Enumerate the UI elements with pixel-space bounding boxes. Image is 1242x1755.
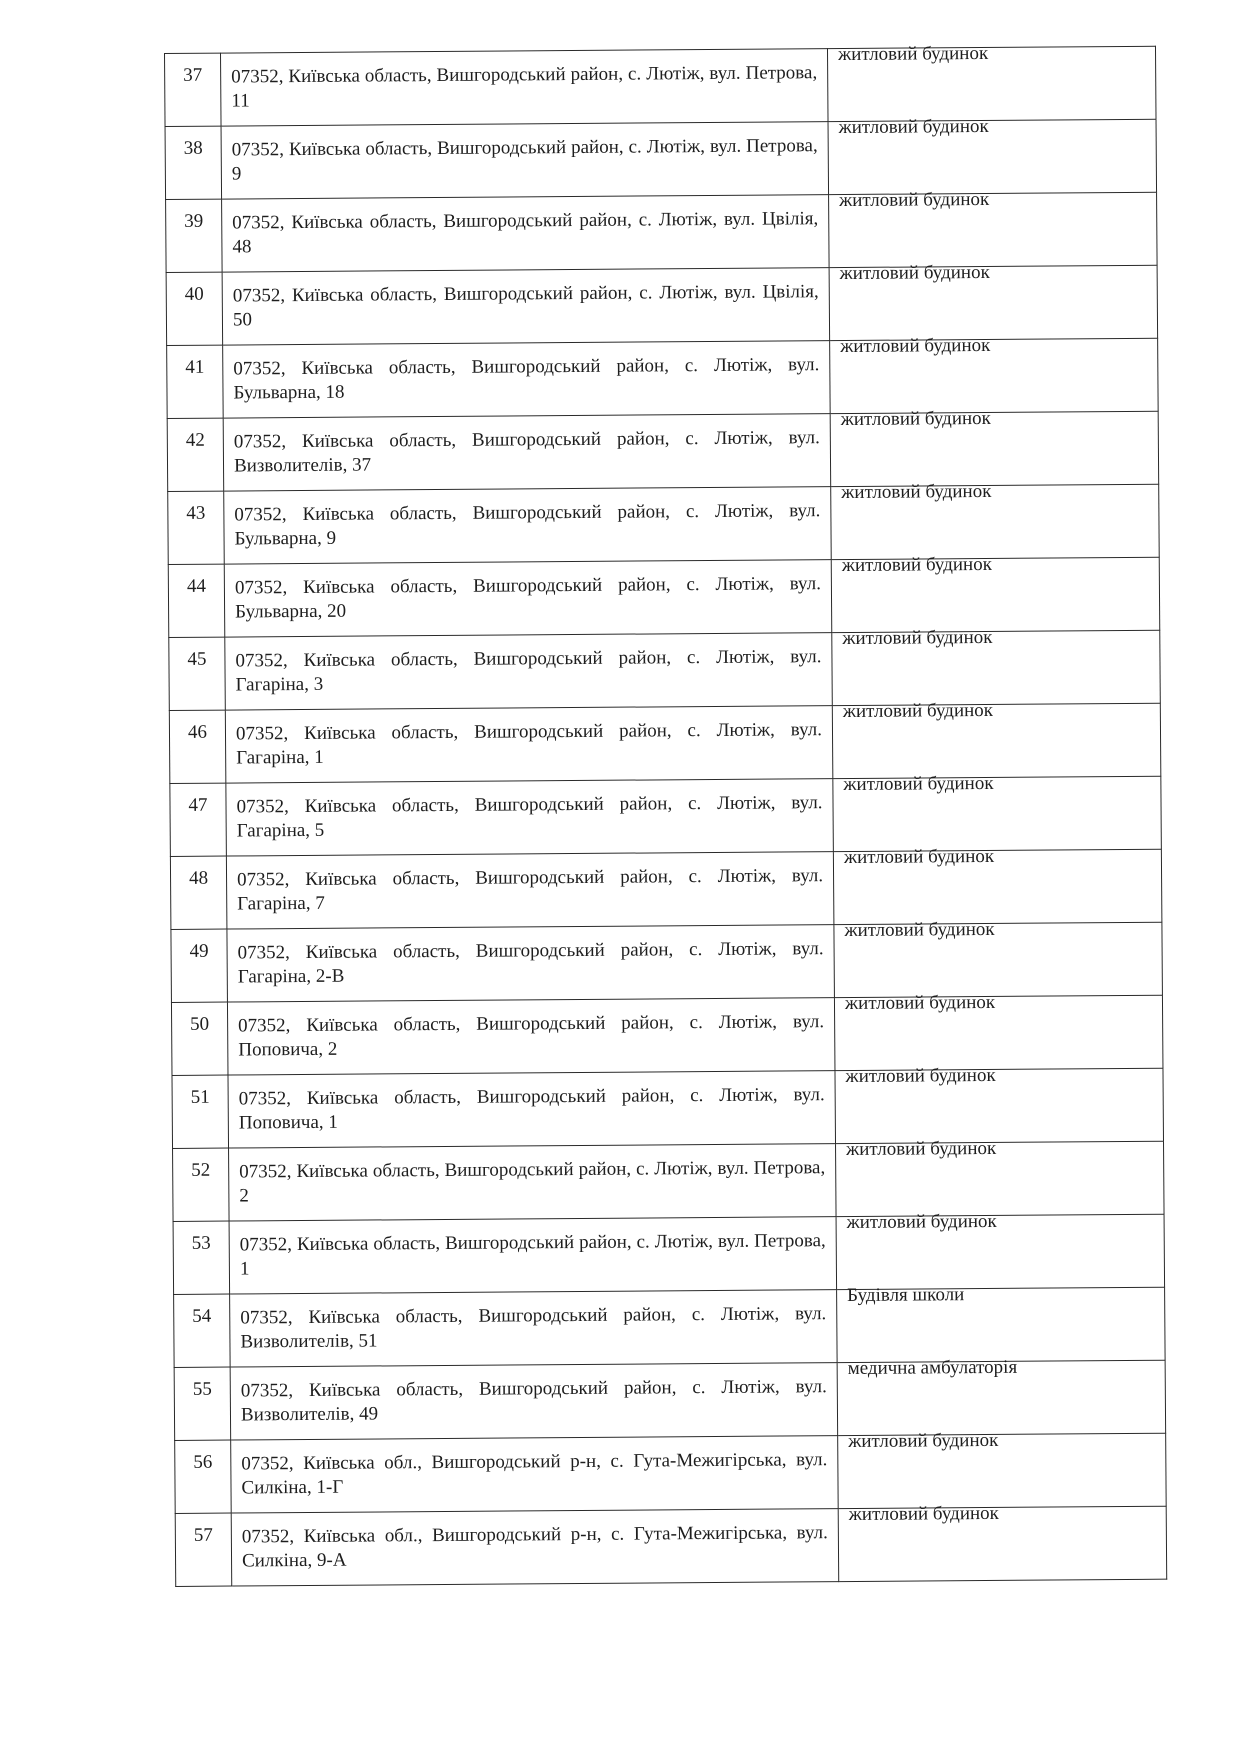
address-cell: 07352, Київська область, Вишгородський район, с. Лютіж, вул. Цвілія, 50: [222, 268, 830, 345]
building-type-cell: [834, 991, 1163, 1070]
building-type-cell: [838, 1502, 1167, 1581]
building-type-text: житловий будинок: [839, 188, 990, 212]
address-cell: 07352, Київська область, Вишгородський район, с. Лютіж, вул. Петрова, 2: [229, 1144, 837, 1221]
address-cell: 07352, Київська обл., Вишгородський р-н, с. Гута-Межигірська, вул. Силкіна, 1-Г: [231, 1436, 839, 1513]
row-number-cell: 46: [169, 710, 226, 783]
row-number-cell: 56: [175, 1440, 232, 1513]
row-number-cell: 43: [168, 491, 225, 564]
building-type-cell: [830, 407, 1159, 486]
building-type-cell: [836, 1210, 1165, 1289]
building-type-text: житловий будинок: [844, 991, 996, 1015]
row-number-cell: 55: [174, 1367, 231, 1440]
row-number-cell: 40: [166, 272, 223, 345]
building-type-cell: [836, 1137, 1165, 1216]
row-number-cell: 51: [172, 1075, 229, 1148]
address-cell: 07352, Київська область, Вишгородський район, с. Лютіж, вул. Петрова, 11: [221, 49, 829, 126]
row-number-cell: 52: [173, 1148, 230, 1221]
building-type-cell: [838, 1429, 1167, 1508]
address-cell: 07352, Київська область, Вишгородський район, с. Лютіж, вул. Петрова, 1: [229, 1217, 837, 1294]
building-type-text: житловий будинок: [845, 1064, 996, 1088]
building-type-cell: [835, 1064, 1164, 1143]
row-number-cell: 44: [168, 564, 225, 637]
address-cell: 07352, Київська область, Вишгородський район, с. Лютіж, вул. Цвілія, 48: [222, 195, 830, 272]
building-type-cell: [831, 480, 1160, 559]
building-type-cell: [831, 553, 1160, 632]
buildings-table: [164, 42, 1167, 1587]
row-number-cell: 53: [173, 1221, 230, 1294]
building-type-text: житловий будинок: [840, 334, 991, 358]
row-number-cell: 39: [166, 199, 223, 272]
address-cell: 07352, Київська область, Вишгородський район, с. Лютіж, вул. Визволителів, 49: [230, 1363, 838, 1440]
address-cell: 07352, Київська область, Вишгородський район, с. Лютіж, вул. Гагаріна, 2-В: [227, 925, 835, 1002]
row-number-cell: 47: [170, 783, 227, 856]
address-cell: 07352, Київська область, Вишгородський район, с. Лютіж, вул. Поповича, 1: [228, 1071, 836, 1148]
building-type-text: житловий будинок: [843, 772, 994, 796]
building-type-cell: [837, 1356, 1166, 1435]
address-cell: 07352, Київська область, Вишгородський район, с. Лютіж, вул. Гагаріна, 3: [225, 633, 833, 710]
address-cell: 07352, Київська область, Вишгородський район, с. Лютіж, вул. Гагаріна, 1: [225, 706, 833, 783]
address-cell: 07352, Київська область, Вишгородський район, с. Лютіж, вул. Поповича, 2: [227, 998, 835, 1075]
building-type-text: житловий будинок: [842, 699, 994, 723]
address-cell: 07352, Київська обл., Вишгородський р-н, с. Гута-Межигірська, вул. Силкіна, 9-А: [231, 1509, 839, 1586]
building-type-text: Будівля школи: [847, 1284, 965, 1307]
row-number-cell: 50: [171, 1002, 228, 1075]
address-cell: 07352, Київська область, Вишгородський район, с. Лютіж, вул. Гагаріна, 7: [226, 852, 834, 929]
row-number-cell: 42: [167, 418, 224, 491]
building-type-text: житловий будинок: [842, 626, 993, 650]
building-type-cell: [829, 261, 1158, 340]
row-number-cell: 37: [165, 53, 222, 126]
row-number-cell: 48: [170, 856, 227, 929]
address-cell: 07352, Київська область, Вишгородський район, с. Лютіж, вул. Визволителів, 51: [230, 1290, 838, 1367]
address-cell: 07352, Київська область, Вишгородський район, с. Лютіж, вул. Гагаріна, 5: [226, 779, 834, 856]
building-type-cell: [834, 918, 1163, 997]
building-type-text: житловий будинок: [839, 261, 990, 285]
building-type-text: житловий будинок: [846, 1210, 997, 1234]
address-cell: 07352, Київська область, Вишгородський район, с. Лютіж, вул. Бульварна, 9: [224, 487, 832, 564]
building-type-text: житловий будинок: [837, 42, 989, 66]
building-type-text: житловий будинок: [845, 1137, 997, 1161]
building-type-text: житловий будинок: [848, 1502, 999, 1526]
building-type-text: житловий будинок: [838, 115, 989, 139]
table-row: [175, 1506, 1167, 1586]
building-type-cell: [833, 772, 1162, 851]
row-number-cell: 54: [174, 1294, 231, 1367]
row-number-cell: 41: [167, 345, 224, 418]
address-cell: 07352, Київська область, Вишгородський район, с. Лютіж, вул. Бульварна, 18: [223, 341, 831, 418]
address-cell: 07352, Київська область, Вишгородський район, с. Лютіж, вул. Визволителів, 37: [223, 414, 831, 491]
building-type-cell: [837, 1284, 1166, 1362]
building-type-cell: [828, 115, 1157, 194]
building-type-text: житловий будинок: [843, 845, 995, 869]
building-type-text: житловий будинок: [841, 480, 992, 504]
building-type-text: житловий будинок: [841, 553, 993, 577]
address-cell: 07352, Київська область, Вишгородський район, с. Лютіж, вул. Бульварна, 20: [224, 560, 832, 637]
building-type-cell: [832, 626, 1161, 705]
building-type-text: житловий будинок: [840, 407, 991, 431]
row-number-cell: 49: [171, 929, 228, 1002]
row-number-cell: 38: [165, 126, 222, 199]
address-cell: 07352, Київська область, Вишгородський район, с. Лютіж, вул. Петрова, 9: [221, 122, 829, 199]
row-number-cell: 45: [169, 637, 226, 710]
building-type-text: медична амбулаторія: [847, 1356, 1018, 1380]
building-type-text: житловий будинок: [848, 1429, 999, 1453]
building-type-text: житловий будинок: [844, 918, 995, 942]
building-type-cell: [830, 334, 1159, 413]
building-type-cell: [827, 42, 1156, 121]
building-type-cell: [833, 845, 1162, 924]
table-body: [165, 42, 1167, 1586]
building-type-cell: [829, 188, 1158, 267]
row-number-cell: 57: [175, 1513, 232, 1586]
building-type-cell: [832, 699, 1161, 778]
